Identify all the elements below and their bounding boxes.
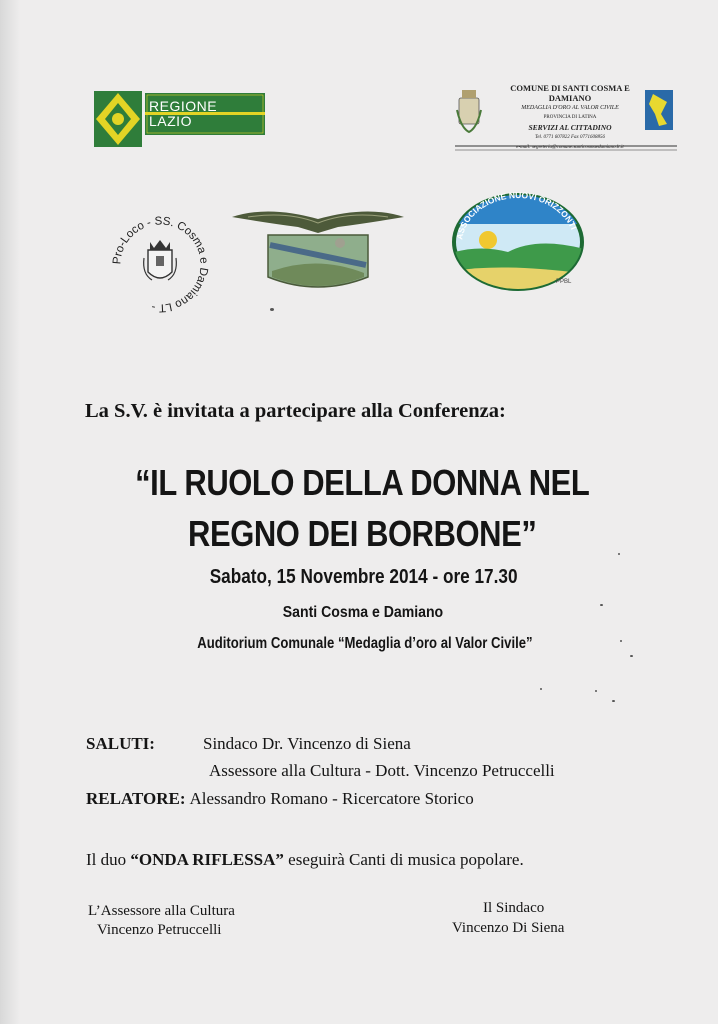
invitation-line: La S.V. è invitata a partecipare alla Conferenza:	[85, 400, 506, 422]
conference-title-line-1: “IL RUOLO DELLA DONNA NEL	[135, 462, 590, 503]
comune-province: PROVINCIA DI LATINA	[543, 115, 597, 120]
associazione-mark: PPBL	[556, 279, 572, 285]
regione-word: REGIONE	[149, 98, 218, 114]
comune-text-block	[495, 83, 645, 153]
comune-phone: Tel. 0771 607822 Fax 0771608856	[535, 135, 605, 140]
relatore-name: Alessandro Romano - Ricercatore Storico	[189, 789, 474, 808]
conference-title-line-2: REGNO DEI BORBONE”	[188, 513, 537, 554]
signature-left-name: Vincenzo Petruccelli	[97, 922, 222, 938]
saluti-label: SALUTI:	[86, 734, 155, 753]
scan-speck	[630, 655, 633, 657]
saluti-assessore: Assessore alla Cultura - Dott. Vincenzo Petruccelli	[209, 761, 555, 780]
eagle-emblem-logo	[228, 205, 408, 320]
associazione-landscape-icon	[448, 192, 588, 292]
associazione-nuovi-orizzonti-logo	[448, 192, 588, 292]
music-prefix: Il duo	[86, 850, 131, 869]
music-suffix: eseguirà Canti di musica popolare.	[283, 850, 524, 869]
saluti-sindaco: Sindaco Dr. Vincenzo di Siena	[203, 734, 411, 753]
proloco-seal-icon	[108, 212, 213, 317]
lazio-word: LAZIO	[149, 113, 192, 129]
event-place: Santi Cosma e Damiano	[282, 604, 444, 621]
scan-speck	[618, 553, 620, 555]
regione-lazio-logo	[93, 85, 273, 155]
italy-map-icon	[645, 90, 673, 130]
scan-speck	[595, 690, 597, 692]
associazione-name: ASSOCIAZIONE NUOVI ORIZZONTI	[454, 192, 579, 241]
relatore-label: RELATORE:	[86, 789, 186, 808]
music-line	[86, 850, 524, 870]
scan-speck	[270, 308, 274, 311]
music-group-name: “ONDA RIFLESSA”	[130, 850, 284, 869]
proloco-logo	[108, 212, 213, 317]
signature-right-name: Vincenzo Di Siena	[452, 920, 565, 936]
proloco-ring-text: Pro-Loco - SS. Cosma e Damiano LT -	[111, 215, 210, 314]
event-date: Sabato, 15 Novembre 2014 - ore 17.30	[209, 566, 518, 588]
signature-right-role: Il Sindaco	[483, 900, 545, 916]
scan-speck	[600, 604, 603, 606]
comune-medal: MEDAGLIA D'ORO AL VALOR CIVILE	[521, 105, 619, 111]
relatore-line	[86, 789, 474, 809]
comune-crest-icon	[457, 90, 481, 132]
comune-header-logo	[455, 80, 680, 155]
scan-speck	[620, 640, 622, 642]
scan-speck	[612, 700, 615, 702]
event-venue: Auditorium Comunale “Medaglia d’oro al Valor Civile”	[197, 635, 533, 652]
signature-left-role: L’Assessore alla Cultura	[88, 903, 235, 919]
comune-name: COMUNE DI SANTI COSMA E DAMIANO	[510, 83, 630, 103]
scan-speck	[540, 688, 542, 690]
regione-lazio-wordmark	[149, 99, 217, 129]
comune-email: e-mail: segreteria@comune.santicosmaedamiano.lt.it	[516, 145, 624, 150]
paper-shadow-edge	[0, 0, 20, 1024]
comune-service: SERVIZI AL CITTADINO	[528, 123, 612, 132]
eagle-shield-icon	[228, 205, 408, 320]
